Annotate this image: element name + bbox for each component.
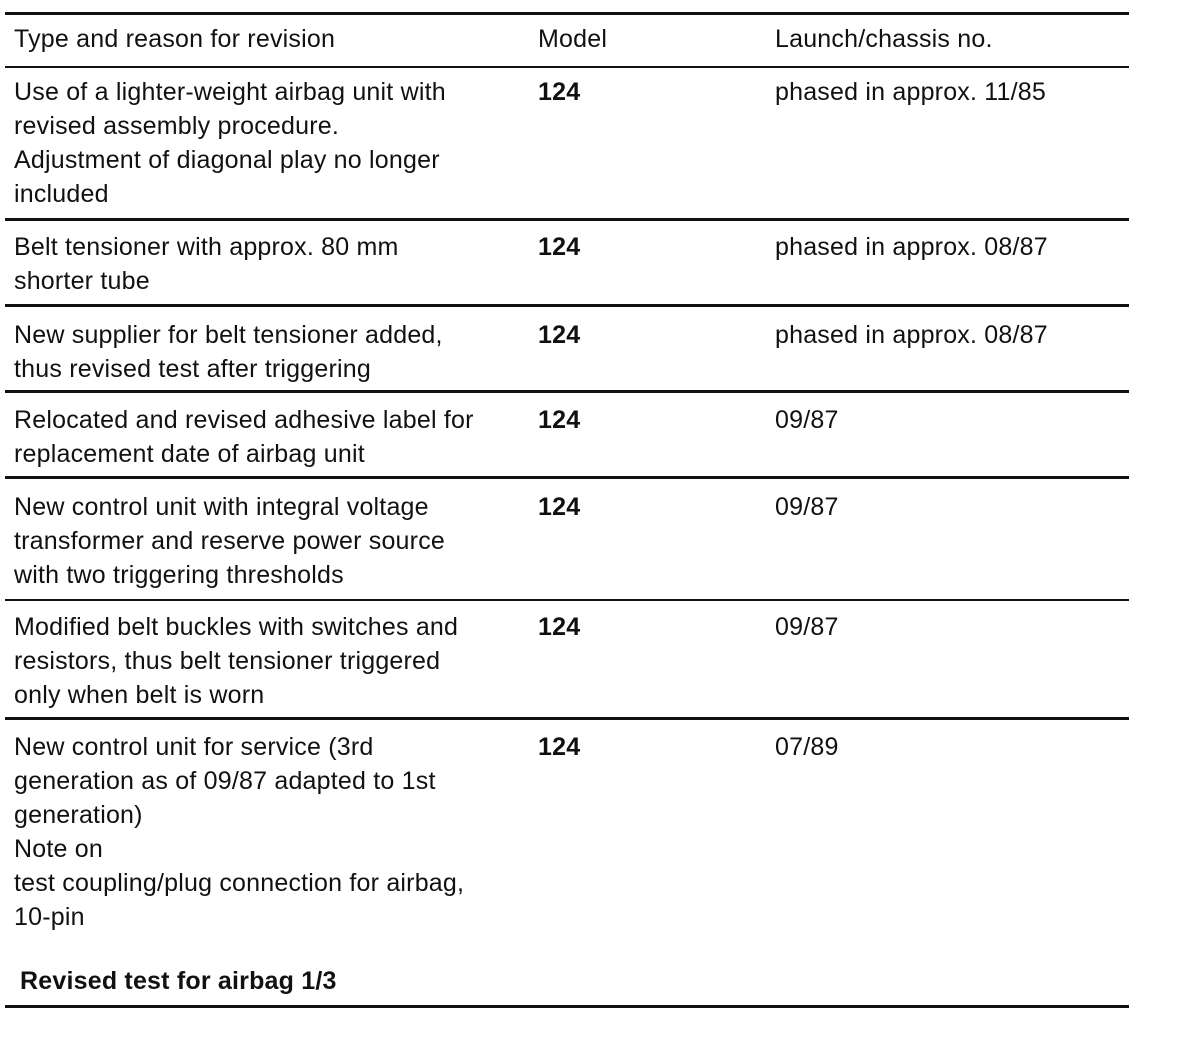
type-line: with two triggering thresholds [14, 561, 344, 589]
table-row-launch: phased in approx. 08/87 [775, 321, 1048, 349]
table-row-launch: 07/89 [775, 733, 839, 761]
revised-test-note: Revised test for airbag 1/3 [20, 967, 337, 995]
table-row-model: 124 [538, 406, 581, 434]
table-row-launch: 09/87 [775, 493, 839, 521]
table-row-model: 124 [538, 493, 581, 521]
type-line: resistors, thus belt tensioner triggered [14, 647, 441, 675]
table-row-launch: phased in approx. 08/87 [775, 233, 1048, 261]
header-type-reason: Type and reason for revision [14, 25, 336, 53]
type-line: shorter tube [14, 267, 150, 295]
header-model: Model [538, 25, 608, 53]
table-row-type [14, 403, 474, 471]
header-launch-chassis: Launch/chassis no. [775, 25, 993, 53]
type-line: New control unit with integral voltage [14, 493, 429, 521]
type-line: replacement date of airbag unit [14, 440, 365, 468]
table-row-model: 124 [538, 733, 581, 761]
type-line: only when belt is worn [14, 681, 265, 709]
type-line: test coupling/plug connection for airbag, [14, 869, 465, 897]
table-bottom-rule [5, 1005, 1129, 1008]
table-row-type [14, 318, 443, 386]
type-line: 10-pin [14, 903, 85, 931]
type-line: thus revised test after triggering [14, 355, 371, 383]
row-divider [5, 599, 1129, 601]
type-line: generation) [14, 801, 143, 829]
type-line: transformer and reserve power source [14, 527, 445, 555]
row-divider [5, 218, 1129, 221]
header-divider [5, 66, 1129, 68]
type-line: Use of a lighter-weight airbag unit with [14, 78, 446, 106]
type-line: generation as of 09/87 adapted to 1st [14, 767, 436, 795]
table-row-model: 124 [538, 613, 581, 641]
table-row-type [14, 230, 399, 298]
table-row-model: 124 [538, 321, 581, 349]
table-row-type [14, 610, 458, 712]
type-line: New control unit for service (3rd [14, 733, 374, 761]
table-row-type [14, 490, 445, 592]
row-divider [5, 476, 1129, 479]
table-row-launch: 09/87 [775, 613, 839, 641]
type-line: included [14, 180, 109, 208]
row-divider [5, 390, 1129, 393]
type-line: Modified belt buckles with switches and [14, 613, 459, 641]
type-line: Relocated and revised adhesive label for [14, 406, 474, 434]
row-divider [5, 717, 1129, 720]
type-line: revised assembly procedure. [14, 112, 339, 140]
table-row-launch: 09/87 [775, 406, 839, 434]
type-line: Adjustment of diagonal play no longer [14, 146, 440, 174]
row-divider [5, 304, 1129, 307]
table-row-model: 124 [538, 78, 581, 106]
type-line: Belt tensioner with approx. 80 mm [14, 233, 399, 261]
table-row-type [14, 75, 446, 211]
table-row-model: 124 [538, 233, 581, 261]
type-line: Note on [14, 835, 103, 863]
table-top-rule [5, 12, 1129, 15]
type-line: New supplier for belt tensioner added, [14, 321, 443, 349]
table-row-launch: phased in approx. 11/85 [775, 78, 1047, 106]
table-row-type [14, 730, 464, 934]
